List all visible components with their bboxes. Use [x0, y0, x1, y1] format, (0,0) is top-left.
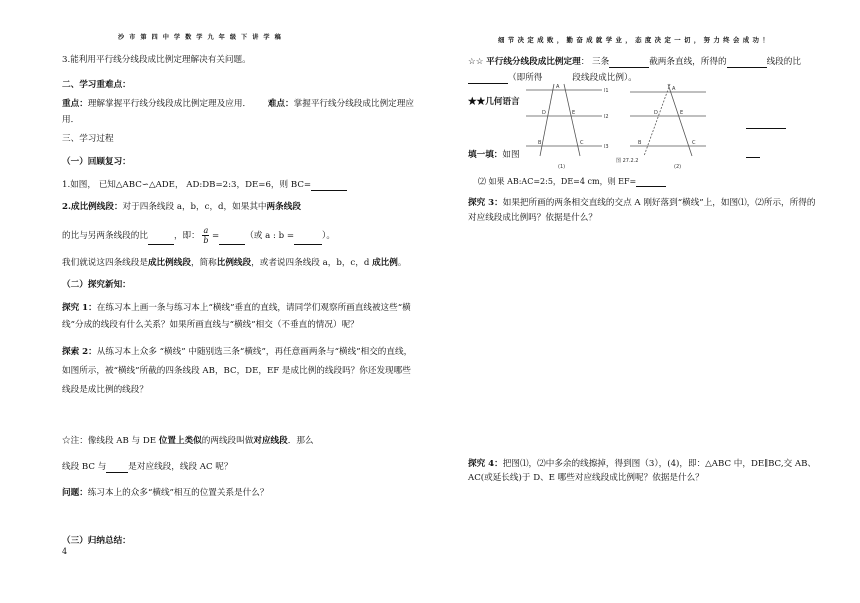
theorem2-a: （即所得 [508, 73, 543, 83]
explore-1-line2: 线”分成的线段有什么关系？如果所画直线与“横线”相交（不垂直的情况）呢？ [62, 320, 359, 330]
figure-caption: 图 27.2.2 [616, 158, 639, 164]
label-l1: l1 [604, 88, 609, 94]
key-point-text: 理解掌握平行线分线段成比例定理及应用． [87, 99, 252, 109]
learning-goal-3: 3.能利用平行线分线段成比例定理解决有关问题。 [62, 55, 251, 65]
proportional-segments-title: 2.成比例线段： [62, 202, 123, 212]
proportional-segments-line3 [62, 258, 406, 269]
label-e: E [572, 110, 576, 116]
figure-2-label: (2) [674, 164, 682, 170]
explore-2-label: 探索 2： [62, 347, 97, 357]
proportional-line3-a: 我们就说这四条线段是 [62, 258, 148, 268]
question-label: 问题： [62, 488, 88, 498]
theorem-line1 [468, 57, 801, 68]
explore-4-label: 探究 4： [468, 459, 503, 469]
figure-1-label: (1) [558, 164, 566, 170]
proportional-line3-b: 成比例线段 [147, 258, 191, 268]
explore-4-line1 [468, 459, 816, 470]
proportional-text-a: 对于四条线段 a，b，c，d，如果其中 [122, 202, 267, 212]
note2-b: 是对应线段，线段 AC 呢？ [128, 462, 233, 472]
transversal-4 [668, 84, 692, 156]
explore-2-line2: 如图所示，被“横线”所截的四条线段 AB，BC，DE，EF 是成比例的线段吗？你还发现哪些 [62, 366, 411, 376]
answer-blank-ef[interactable] [636, 177, 666, 187]
proportional-line3-c: ，简称 [190, 258, 217, 268]
geometry-language-title: ★★几何语言 [468, 97, 520, 107]
proportional-segments-line1 [62, 202, 301, 213]
explore-1-label: 探究 1： [62, 303, 97, 313]
difficulty-text: 掌握平行线分线段成比例定理应 [293, 99, 414, 109]
answer-blank-proportional[interactable] [468, 74, 508, 84]
parallel-lines-figure [520, 82, 720, 172]
explore-4-text: 把图⑴，⑵中多余的线擦掉，得到图（3），(4)，即：△ABC 中，DE∥BC,交 AB、 [502, 459, 817, 469]
answer-blank-three[interactable] [609, 58, 649, 68]
theorem-title: 平行线分线段成比例定理 [486, 57, 581, 67]
transversal-1 [540, 84, 554, 156]
label-d: D [542, 110, 546, 116]
label-b: B [538, 140, 542, 146]
proportional-line3-d: 比例线段 [216, 258, 252, 268]
section-process-title: 三、学习过程 [62, 134, 114, 144]
review-question-1 [62, 180, 347, 191]
note-c: 的两线段叫做 [201, 436, 254, 446]
note-e: ．那么 [287, 436, 314, 446]
explore-2-line1 [62, 347, 412, 358]
answer-blank-bc[interactable] [311, 181, 347, 191]
proportional-line3-f: 成比例 [372, 258, 398, 268]
note-b: 位置上类似 [158, 436, 202, 446]
theorem-stars: ☆☆ [468, 57, 487, 67]
fraction-a-over-b [202, 226, 209, 245]
difficulty-text-continued: 用． [62, 115, 80, 125]
explore-1-text: 在练习本上画一条与练习本上“横线”垂直的直线，请同学们观察所画直线被这些“横 [96, 303, 411, 313]
proportional-segments-line2 [62, 226, 335, 245]
note-line1 [62, 436, 314, 447]
answer-blank-figure-1[interactable] [746, 128, 786, 129]
difficulty-label: 难点： [267, 99, 294, 109]
explore-3-text: 如果把所画的两条相交直线的交点 A 刚好落到“横线”上，如图⑴，⑵所示，所得的 [502, 198, 816, 208]
theorem-d: 截两条直线，所得的 [649, 57, 727, 67]
transversal-3 [644, 84, 670, 156]
right-page-header: 细节决定成败，勤奋成就学业，态度决定一切，努力终会成功！ [498, 36, 773, 44]
explore-2-text: 从练习本上众多 “横线” 中随别选三条“横线”，再任意画两条与“横线”相交的直线， [96, 347, 413, 357]
proportional-line3-e: ，或者说四条线段 a，b，c，d [251, 258, 373, 268]
proportional-text-b: 两条线段 [266, 202, 301, 212]
fraction-denominator: b [203, 236, 209, 245]
transversal-2 [564, 84, 580, 156]
theorem-c: ： 三条 [580, 57, 610, 67]
label-e2: E [680, 110, 684, 116]
explore-3-line2: 对应线段成比例吗？依据是什么？ [468, 213, 597, 223]
explore-2-line3: 线段是成比例的线段？ [62, 385, 148, 395]
proportional-line3-g: 。 [397, 258, 407, 268]
explore-3-label: 探究 3： [468, 198, 503, 208]
label-b2: B [638, 140, 642, 146]
theorem2-b: 段线段成比例）。 [572, 73, 637, 83]
label-c2: C [692, 140, 696, 146]
explore-title: （二）探究新知： [62, 280, 131, 290]
fill-in-question-2 [478, 176, 666, 187]
fill-in-question-2-text: ⑵ 如果 AB:AC=2:5，DE=4 cm，则 EF= [478, 177, 637, 186]
answer-blank-obtained[interactable] [727, 58, 767, 68]
label-a: A [556, 84, 560, 90]
answer-blank-ratio-2[interactable] [294, 235, 322, 245]
theorem-e: 线段的比 [766, 57, 801, 67]
label-d2: D [654, 110, 658, 116]
equals-sign: = [212, 231, 220, 241]
fill-in-title: 填一填： [468, 150, 503, 160]
label-a2: A [672, 86, 676, 92]
fill-in-line [468, 150, 520, 161]
label-l3: l3 [604, 144, 609, 150]
fraction-numerator: a [203, 226, 209, 235]
proportional-line2-e: ）。 [322, 231, 335, 241]
section-key-difficult-title: 二、学习重难点： [62, 80, 131, 90]
summary-title: （三）归纳总结： [62, 536, 131, 546]
explore-1-line1 [62, 303, 411, 314]
note-line2 [62, 462, 232, 473]
explore-4-line2: AC(或延长线)于 D、E 哪些对应线段成比例呢？依据是什么？ [468, 473, 704, 483]
fill-in-text: 如图 [502, 150, 520, 160]
key-point-label: 重点： [62, 99, 88, 109]
note-a: ☆注：像线段 AB 与 DE [62, 436, 159, 446]
answer-blank-equal[interactable] [148, 235, 174, 245]
review-question-1-text: 1.如图， 已知△ABC∽△ADE， AD:DB=2:3，DE=6，则 BC= [62, 180, 312, 190]
answer-blank-figure-2[interactable] [746, 157, 760, 158]
key-difficult-line [62, 99, 414, 110]
note-d: 对应线段 [253, 436, 288, 446]
page-number: 4 [62, 547, 68, 556]
label-l2: l2 [604, 114, 609, 120]
proportional-line2-d: （或 a : b = [245, 231, 295, 241]
figure-2-labels [638, 86, 696, 170]
question-line [62, 488, 268, 499]
question-text: 练习本上的众多“横线”相互的位置关系是什么？ [87, 488, 269, 498]
proportional-line2-a: 的比与另两条线段的比 [62, 231, 148, 241]
answer-blank-corresponding[interactable] [106, 463, 128, 473]
explore-3-line1 [468, 198, 815, 209]
label-c: C [580, 140, 584, 146]
answer-blank-ratio[interactable] [219, 235, 245, 245]
review-title: （一）回顾复习： [62, 157, 131, 167]
left-page-header: 沙市第四中学数学九年级下讲学稿 [118, 34, 286, 41]
proportional-line2-b: ，即： [173, 231, 200, 241]
note2-a: 线段 BC 与 [62, 462, 107, 472]
